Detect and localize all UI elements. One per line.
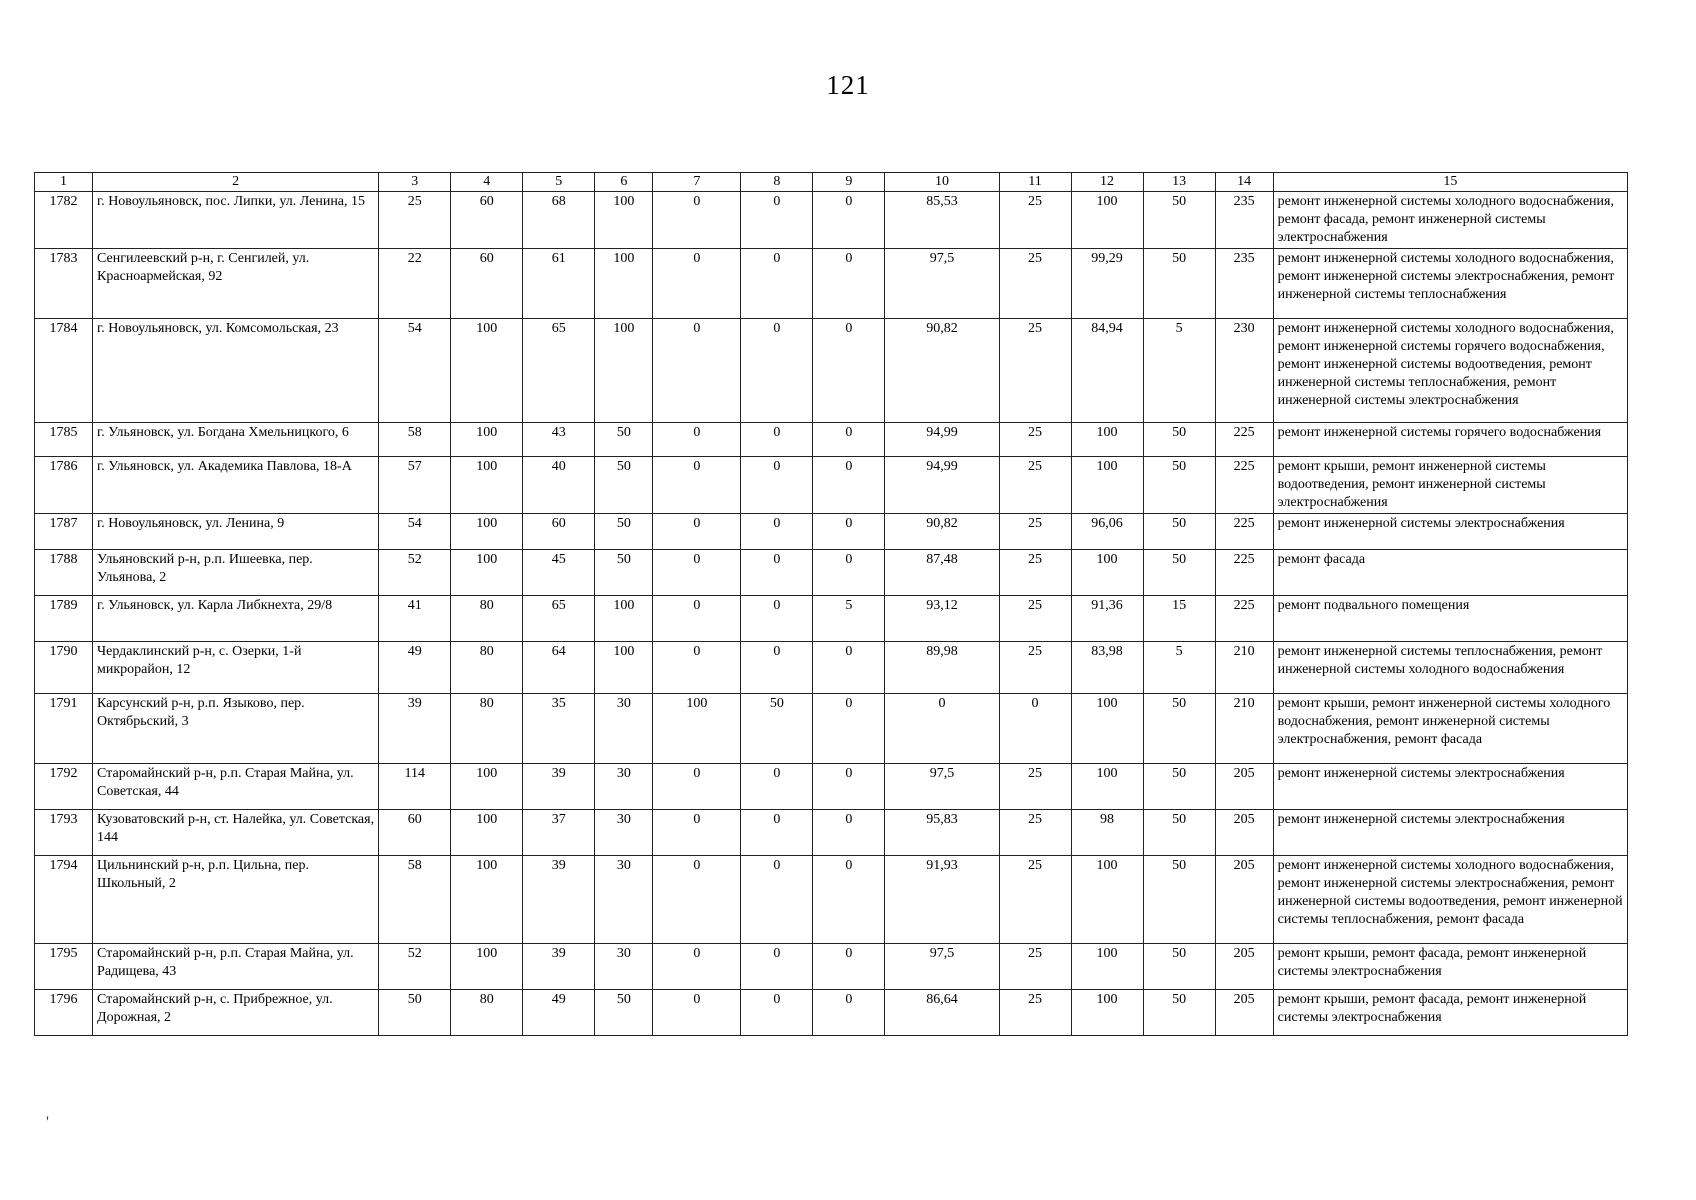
row-number: 1784	[35, 319, 93, 423]
row-number: 1787	[35, 514, 93, 550]
row-number: 1793	[35, 810, 93, 856]
value-cell-col6: 30	[595, 810, 653, 856]
table-row	[35, 550, 1628, 596]
row-number: 1794	[35, 856, 93, 944]
table-header	[35, 173, 1628, 192]
column-header-4: 4	[451, 173, 523, 192]
value-cell-col4: 80	[451, 642, 523, 694]
value-cell-col14: 235	[1215, 249, 1273, 319]
value-cell-col7: 100	[653, 694, 741, 764]
column-header-7: 7	[653, 173, 741, 192]
value-cell-col5: 64	[523, 642, 595, 694]
works-cell: ремонт инженерной системы холодного водоснабжения, ремонт инженерной системы электроснабжения, ремонт инженерной системы теплоснабжения	[1273, 249, 1627, 319]
value-cell-col7: 0	[653, 596, 741, 642]
value-cell-col9: 0	[813, 810, 885, 856]
value-cell-col6: 30	[595, 856, 653, 944]
works-cell: ремонт подвального помещения	[1273, 596, 1627, 642]
value-cell-col9: 0	[813, 192, 885, 249]
address-cell: Чердаклинский р-н, с. Озерки, 1-й микрорайон, 12	[93, 642, 379, 694]
column-header-15: 15	[1273, 173, 1627, 192]
value-cell-col12: 100	[1071, 457, 1143, 514]
column-header-2: 2	[93, 173, 379, 192]
value-cell-col7: 0	[653, 249, 741, 319]
value-cell-col9: 0	[813, 990, 885, 1036]
value-cell-col11: 25	[999, 423, 1071, 457]
row-number: 1786	[35, 457, 93, 514]
address-cell: г. Ульяновск, ул. Карла Либкнехта, 29/8	[93, 596, 379, 642]
works-cell: ремонт инженерной системы холодного водоснабжения, ремонт инженерной системы электроснабжения, ремонт инженерной системы водоотведения, ремонт инженерной системы теплоснабжения, ремонт фасада	[1273, 856, 1627, 944]
row-number: 1791	[35, 694, 93, 764]
value-cell-col5: 37	[523, 810, 595, 856]
value-cell-col11: 25	[999, 810, 1071, 856]
value-cell-col11: 25	[999, 642, 1071, 694]
table-row	[35, 856, 1628, 944]
value-cell-col4: 100	[451, 810, 523, 856]
value-cell-col7: 0	[653, 810, 741, 856]
value-cell-col14: 225	[1215, 514, 1273, 550]
value-cell-col7: 0	[653, 990, 741, 1036]
value-cell-col5: 39	[523, 856, 595, 944]
value-cell-col11: 0	[999, 694, 1071, 764]
value-cell-col6: 50	[595, 457, 653, 514]
address-cell: Ульяновский р-н, р.п. Ишеевка, пер. Ульянова, 2	[93, 550, 379, 596]
value-cell-col14: 225	[1215, 457, 1273, 514]
value-cell-col13: 50	[1143, 856, 1215, 944]
address-cell: г. Ульяновск, ул. Богдана Хмельницкого, 6	[93, 423, 379, 457]
value-cell-col3: 25	[379, 192, 451, 249]
works-cell: ремонт крыши, ремонт фасада, ремонт инженерной системы электроснабжения	[1273, 944, 1627, 990]
value-cell-col6: 100	[595, 319, 653, 423]
address-cell: Карсунский р-н, р.п. Языково, пер. Октябрьский, 3	[93, 694, 379, 764]
value-cell-col12: 100	[1071, 423, 1143, 457]
row-number: 1795	[35, 944, 93, 990]
value-cell-col8: 0	[741, 319, 813, 423]
value-cell-col8: 0	[741, 457, 813, 514]
value-cell-col7: 0	[653, 423, 741, 457]
column-header-6: 6	[595, 173, 653, 192]
value-cell-col13: 15	[1143, 596, 1215, 642]
value-cell-col9: 0	[813, 550, 885, 596]
value-cell-col6: 30	[595, 764, 653, 810]
table-row	[35, 694, 1628, 764]
value-cell-col5: 40	[523, 457, 595, 514]
table-row	[35, 810, 1628, 856]
value-cell-col4: 100	[451, 944, 523, 990]
value-cell-col12: 100	[1071, 694, 1143, 764]
value-cell-col13: 50	[1143, 810, 1215, 856]
value-cell-col14: 225	[1215, 550, 1273, 596]
value-cell-col3: 39	[379, 694, 451, 764]
value-cell-col4: 100	[451, 550, 523, 596]
value-cell-col9: 0	[813, 856, 885, 944]
value-cell-col7: 0	[653, 457, 741, 514]
column-header-5: 5	[523, 173, 595, 192]
works-cell: ремонт крыши, ремонт инженерной системы холодного водоснабжения, ремонт инженерной системы электроснабжения, ремонт фасада	[1273, 694, 1627, 764]
address-cell: г. Новоульяновск, ул. Комсомольская, 23	[93, 319, 379, 423]
value-cell-col7: 0	[653, 514, 741, 550]
value-cell-col10: 86,64	[885, 990, 999, 1036]
value-cell-col6: 100	[595, 596, 653, 642]
value-cell-col14: 235	[1215, 192, 1273, 249]
row-number: 1796	[35, 990, 93, 1036]
value-cell-col11: 25	[999, 550, 1071, 596]
value-cell-col3: 52	[379, 550, 451, 596]
value-cell-col8: 50	[741, 694, 813, 764]
value-cell-col7: 0	[653, 192, 741, 249]
value-cell-col10: 97,5	[885, 764, 999, 810]
value-cell-col7: 0	[653, 856, 741, 944]
value-cell-col6: 50	[595, 990, 653, 1036]
value-cell-col12: 100	[1071, 990, 1143, 1036]
value-cell-col5: 65	[523, 596, 595, 642]
value-cell-col13: 50	[1143, 550, 1215, 596]
value-cell-col3: 114	[379, 764, 451, 810]
value-cell-col12: 100	[1071, 856, 1143, 944]
value-cell-col6: 50	[595, 514, 653, 550]
table-body	[35, 192, 1628, 1036]
value-cell-col3: 41	[379, 596, 451, 642]
column-header-14: 14	[1215, 173, 1273, 192]
value-cell-col10: 95,83	[885, 810, 999, 856]
value-cell-col8: 0	[741, 642, 813, 694]
column-header-1: 1	[35, 173, 93, 192]
table-row	[35, 642, 1628, 694]
value-cell-col8: 0	[741, 990, 813, 1036]
housing-repair-table	[34, 172, 1628, 1036]
value-cell-col8: 0	[741, 249, 813, 319]
value-cell-col5: 60	[523, 514, 595, 550]
value-cell-col13: 50	[1143, 249, 1215, 319]
address-cell: Старомайнский р-н, р.п. Старая Майна, ул. Советская, 44	[93, 764, 379, 810]
header-row	[35, 173, 1628, 192]
value-cell-col4: 100	[451, 319, 523, 423]
value-cell-col14: 205	[1215, 764, 1273, 810]
value-cell-col8: 0	[741, 550, 813, 596]
address-cell: г. Ульяновск, ул. Академика Павлова, 18-А	[93, 457, 379, 514]
value-cell-col7: 0	[653, 550, 741, 596]
works-cell: ремонт крыши, ремонт фасада, ремонт инженерной системы электроснабжения	[1273, 990, 1627, 1036]
value-cell-col5: 43	[523, 423, 595, 457]
row-number: 1788	[35, 550, 93, 596]
value-cell-col9: 0	[813, 642, 885, 694]
value-cell-col9: 0	[813, 944, 885, 990]
value-cell-col8: 0	[741, 192, 813, 249]
value-cell-col4: 100	[451, 423, 523, 457]
works-cell: ремонт крыши, ремонт инженерной системы водоотведения, ремонт инженерной системы электроснабжения	[1273, 457, 1627, 514]
column-header-12: 12	[1071, 173, 1143, 192]
value-cell-col13: 50	[1143, 694, 1215, 764]
value-cell-col4: 60	[451, 249, 523, 319]
value-cell-col13: 50	[1143, 764, 1215, 810]
value-cell-col12: 98	[1071, 810, 1143, 856]
value-cell-col14: 210	[1215, 642, 1273, 694]
value-cell-col5: 49	[523, 990, 595, 1036]
value-cell-col14: 205	[1215, 944, 1273, 990]
value-cell-col5: 68	[523, 192, 595, 249]
value-cell-col3: 58	[379, 423, 451, 457]
value-cell-col9: 0	[813, 457, 885, 514]
works-cell: ремонт инженерной системы холодного водоснабжения, ремонт фасада, ремонт инженерной системы электроснабжения	[1273, 192, 1627, 249]
value-cell-col4: 60	[451, 192, 523, 249]
value-cell-col3: 49	[379, 642, 451, 694]
value-cell-col3: 50	[379, 990, 451, 1036]
value-cell-col7: 0	[653, 764, 741, 810]
value-cell-col3: 54	[379, 514, 451, 550]
value-cell-col11: 25	[999, 192, 1071, 249]
value-cell-col14: 205	[1215, 810, 1273, 856]
column-header-11: 11	[999, 173, 1071, 192]
value-cell-col13: 50	[1143, 423, 1215, 457]
value-cell-col11: 25	[999, 944, 1071, 990]
value-cell-col10: 89,98	[885, 642, 999, 694]
value-cell-col5: 45	[523, 550, 595, 596]
row-number: 1792	[35, 764, 93, 810]
row-number: 1785	[35, 423, 93, 457]
value-cell-col14: 205	[1215, 990, 1273, 1036]
value-cell-col13: 5	[1143, 642, 1215, 694]
value-cell-col3: 22	[379, 249, 451, 319]
value-cell-col4: 100	[451, 764, 523, 810]
page-number: 121	[826, 70, 870, 100]
value-cell-col6: 100	[595, 642, 653, 694]
value-cell-col12: 84,94	[1071, 319, 1143, 423]
table-row	[35, 596, 1628, 642]
works-cell: ремонт фасада	[1273, 550, 1627, 596]
row-number: 1790	[35, 642, 93, 694]
value-cell-col6: 50	[595, 550, 653, 596]
value-cell-col7: 0	[653, 944, 741, 990]
row-number: 1782	[35, 192, 93, 249]
works-cell: ремонт инженерной системы горячего водоснабжения	[1273, 423, 1627, 457]
value-cell-col10: 94,99	[885, 423, 999, 457]
column-header-10: 10	[885, 173, 999, 192]
value-cell-col5: 61	[523, 249, 595, 319]
value-cell-col11: 25	[999, 990, 1071, 1036]
value-cell-col5: 65	[523, 319, 595, 423]
value-cell-col9: 0	[813, 514, 885, 550]
value-cell-col3: 52	[379, 944, 451, 990]
value-cell-col6: 100	[595, 192, 653, 249]
row-number: 1783	[35, 249, 93, 319]
works-cell: ремонт инженерной системы холодного водоснабжения, ремонт инженерной системы горячего водоснабжения, ремонт инженерной системы водоотведения, ремонт инженерной системы теплоснабжения, ремонт инженерной системы электроснабжения	[1273, 319, 1627, 423]
value-cell-col10: 90,82	[885, 319, 999, 423]
value-cell-col14: 205	[1215, 856, 1273, 944]
value-cell-col8: 0	[741, 764, 813, 810]
table-row	[35, 457, 1628, 514]
column-header-8: 8	[741, 173, 813, 192]
value-cell-col11: 25	[999, 856, 1071, 944]
value-cell-col3: 57	[379, 457, 451, 514]
value-cell-col9: 0	[813, 319, 885, 423]
value-cell-col11: 25	[999, 249, 1071, 319]
table-row	[35, 990, 1628, 1036]
value-cell-col9: 0	[813, 423, 885, 457]
address-cell: Старомайнский р-н, р.п. Старая Майна, ул. Радищева, 43	[93, 944, 379, 990]
column-header-9: 9	[813, 173, 885, 192]
value-cell-col12: 83,98	[1071, 642, 1143, 694]
value-cell-col5: 39	[523, 764, 595, 810]
works-cell: ремонт инженерной системы электроснабжения	[1273, 514, 1627, 550]
table-row	[35, 944, 1628, 990]
value-cell-col12: 91,36	[1071, 596, 1143, 642]
value-cell-col3: 54	[379, 319, 451, 423]
value-cell-col6: 50	[595, 423, 653, 457]
value-cell-col14: 230	[1215, 319, 1273, 423]
value-cell-col10: 90,82	[885, 514, 999, 550]
value-cell-col14: 225	[1215, 423, 1273, 457]
value-cell-col11: 25	[999, 764, 1071, 810]
value-cell-col13: 50	[1143, 457, 1215, 514]
value-cell-col10: 94,99	[885, 457, 999, 514]
works-cell: ремонт инженерной системы теплоснабжения, ремонт инженерной системы холодного водоснабжения	[1273, 642, 1627, 694]
value-cell-col9: 0	[813, 764, 885, 810]
value-cell-col12: 96,06	[1071, 514, 1143, 550]
value-cell-col14: 225	[1215, 596, 1273, 642]
value-cell-col13: 5	[1143, 319, 1215, 423]
value-cell-col10: 97,5	[885, 944, 999, 990]
value-cell-col3: 58	[379, 856, 451, 944]
value-cell-col11: 25	[999, 514, 1071, 550]
value-cell-col4: 80	[451, 596, 523, 642]
value-cell-col8: 0	[741, 856, 813, 944]
address-cell: Старомайнский р-н, с. Прибрежное, ул. Дорожная, 2	[93, 990, 379, 1036]
value-cell-col6: 100	[595, 249, 653, 319]
value-cell-col4: 80	[451, 694, 523, 764]
value-cell-col3: 60	[379, 810, 451, 856]
value-cell-col10: 97,5	[885, 249, 999, 319]
value-cell-col8: 0	[741, 514, 813, 550]
value-cell-col11: 25	[999, 596, 1071, 642]
table-row	[35, 319, 1628, 423]
value-cell-col6: 30	[595, 694, 653, 764]
value-cell-col12: 100	[1071, 764, 1143, 810]
row-number: 1789	[35, 596, 93, 642]
value-cell-col13: 50	[1143, 990, 1215, 1036]
table-row	[35, 423, 1628, 457]
value-cell-col14: 210	[1215, 694, 1273, 764]
table-row	[35, 192, 1628, 249]
value-cell-col10: 85,53	[885, 192, 999, 249]
address-cell: Кузоватовский р-н, ст. Налейка, ул. Советская, 144	[93, 810, 379, 856]
value-cell-col8: 0	[741, 810, 813, 856]
value-cell-col5: 35	[523, 694, 595, 764]
value-cell-col10: 0	[885, 694, 999, 764]
value-cell-col4: 100	[451, 514, 523, 550]
value-cell-col4: 80	[451, 990, 523, 1036]
value-cell-col10: 93,12	[885, 596, 999, 642]
value-cell-col6: 30	[595, 944, 653, 990]
value-cell-col12: 99,29	[1071, 249, 1143, 319]
works-cell: ремонт инженерной системы электроснабжения	[1273, 810, 1627, 856]
value-cell-col7: 0	[653, 319, 741, 423]
value-cell-col13: 50	[1143, 192, 1215, 249]
value-cell-col9: 5	[813, 596, 885, 642]
value-cell-col13: 50	[1143, 944, 1215, 990]
value-cell-col8: 0	[741, 596, 813, 642]
works-cell: ремонт инженерной системы электроснабжения	[1273, 764, 1627, 810]
value-cell-col11: 25	[999, 319, 1071, 423]
table-row	[35, 249, 1628, 319]
value-cell-col12: 100	[1071, 944, 1143, 990]
stray-mark: '	[46, 1114, 49, 1131]
column-header-3: 3	[379, 173, 451, 192]
value-cell-col7: 0	[653, 642, 741, 694]
address-cell: Цильнинский р-н, р.п. Цильна, пер. Школьный, 2	[93, 856, 379, 944]
value-cell-col12: 100	[1071, 192, 1143, 249]
address-cell: г. Новоульяновск, пос. Липки, ул. Ленина, 15	[93, 192, 379, 249]
value-cell-col4: 100	[451, 856, 523, 944]
table-row	[35, 514, 1628, 550]
value-cell-col8: 0	[741, 423, 813, 457]
value-cell-col13: 50	[1143, 514, 1215, 550]
value-cell-col10: 87,48	[885, 550, 999, 596]
value-cell-col12: 100	[1071, 550, 1143, 596]
value-cell-col5: 39	[523, 944, 595, 990]
value-cell-col4: 100	[451, 457, 523, 514]
value-cell-col9: 0	[813, 694, 885, 764]
table-row	[35, 764, 1628, 810]
value-cell-col8: 0	[741, 944, 813, 990]
address-cell: г. Новоульяновск, ул. Ленина, 9	[93, 514, 379, 550]
value-cell-col10: 91,93	[885, 856, 999, 944]
value-cell-col11: 25	[999, 457, 1071, 514]
value-cell-col9: 0	[813, 249, 885, 319]
address-cell: Сенгилеевский р-н, г. Сенгилей, ул. Красноармейская, 92	[93, 249, 379, 319]
column-header-13: 13	[1143, 173, 1215, 192]
